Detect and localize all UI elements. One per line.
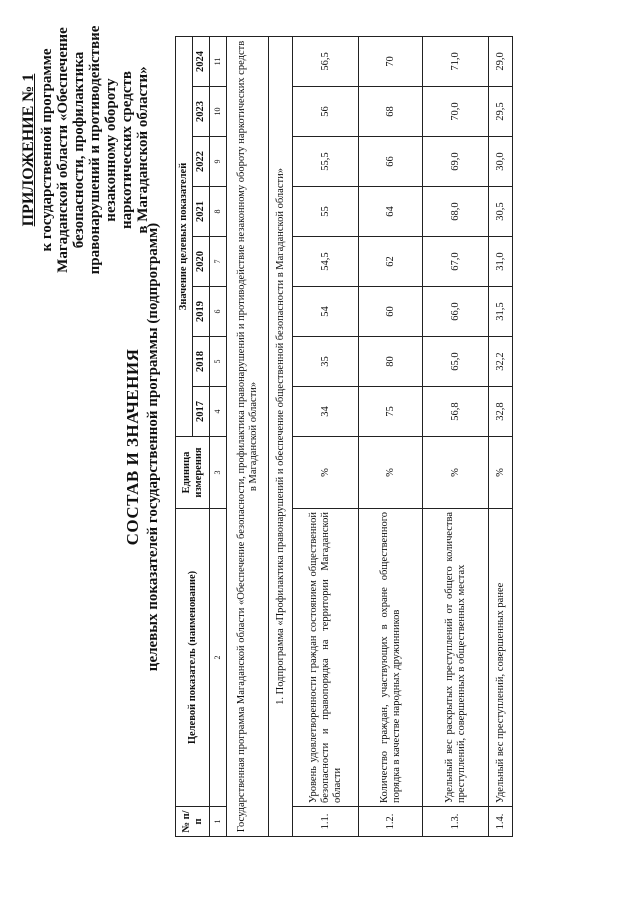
col-header-unit: Единица измерения xyxy=(176,437,210,509)
year-header: 2022 xyxy=(193,137,210,187)
value-cell: 69,0 xyxy=(423,137,489,187)
page-title: СОСТАВ И ЗНАЧЕНИЯ xyxy=(123,348,142,546)
value-cell: 31,5 xyxy=(489,287,513,337)
appendix-line: в Магаданской области» xyxy=(135,66,151,234)
indicator-name: Удельный вес преступлений, совершенных ранее xyxy=(489,509,513,807)
appendix-line: Магаданской области «Обеспечение xyxy=(55,27,71,273)
value-cell: 29,5 xyxy=(489,87,513,137)
value-cell: 70 xyxy=(359,36,423,86)
value-cell: 55,5 xyxy=(293,137,359,187)
column-number: 5 xyxy=(210,337,227,387)
unit-cell: % xyxy=(293,437,359,509)
value-cell: 30,5 xyxy=(489,187,513,237)
unit-cell: % xyxy=(359,437,423,509)
table-row xyxy=(423,36,489,836)
value-cell: 64 xyxy=(359,187,423,237)
value-cell: 34 xyxy=(293,387,359,437)
column-number: 10 xyxy=(210,87,227,137)
appendix-title: ПРИЛОЖЕНИЕ № 1 xyxy=(20,73,37,227)
subprogram-title: 1. Подпрограмма «Профилактика правонарушений и обеспечение общественной безопасности в Магаданской области» xyxy=(269,36,293,836)
col-header-name: Целевой показатель (наименование) xyxy=(176,509,210,807)
year-header: 2017 xyxy=(193,387,210,437)
appendix-line: к государственной программе xyxy=(39,48,55,252)
value-cell: 68 xyxy=(359,87,423,137)
column-number-row xyxy=(210,36,227,836)
value-cell: 30,0 xyxy=(489,137,513,187)
year-header: 2024 xyxy=(193,36,210,86)
column-number: 3 xyxy=(210,437,227,509)
table-row xyxy=(293,36,359,836)
program-title: Государственная программа Магаданской области «Обеспечение безопасности, профилактика правонарушений и противодействие незаконному обороту наркотических средств в Магаданской области» xyxy=(227,36,269,836)
row-number: 1.1. xyxy=(293,807,359,837)
value-cell: 54,5 xyxy=(293,237,359,287)
column-number: 8 xyxy=(210,187,227,237)
value-cell: 66 xyxy=(359,137,423,187)
value-cell: 35 xyxy=(293,337,359,387)
indicators-table xyxy=(175,36,513,837)
column-number: 11 xyxy=(210,36,227,86)
value-cell: 80 xyxy=(359,337,423,387)
column-number: 1 xyxy=(210,807,227,837)
value-cell: 60 xyxy=(359,287,423,337)
row-number: 1.4. xyxy=(489,807,513,837)
col-header-values: Значение целевых показателей xyxy=(176,36,193,436)
value-cell: 56 xyxy=(293,87,359,137)
column-number: 6 xyxy=(210,287,227,337)
year-header: 2020 xyxy=(193,237,210,287)
value-cell: 29,0 xyxy=(489,36,513,86)
row-number: 1.2. xyxy=(359,807,423,837)
value-cell: 70,0 xyxy=(423,87,489,137)
appendix-line: правонарушений и противодействие xyxy=(87,25,103,275)
appendix-line: безопасности, профилактика xyxy=(71,51,87,249)
unit-cell: % xyxy=(423,437,489,509)
value-cell: 68,0 xyxy=(423,187,489,237)
header-row xyxy=(176,36,193,836)
value-cell: 56,8 xyxy=(423,387,489,437)
appendix-line: незаконному обороту наркотических средств xyxy=(103,71,135,229)
column-number: 9 xyxy=(210,137,227,187)
year-header: 2019 xyxy=(193,287,210,337)
indicator-name: Уровень удовлетворенности граждан состоянием общественной безопасности и правопорядка на территории Магаданской области xyxy=(293,509,359,807)
value-cell: 32,2 xyxy=(489,337,513,387)
table-row xyxy=(489,36,513,836)
value-cell: 66,0 xyxy=(423,287,489,337)
year-header: 2018 xyxy=(193,337,210,387)
column-number: 4 xyxy=(210,387,227,437)
value-cell: 67,0 xyxy=(423,237,489,287)
value-cell: 31,0 xyxy=(489,237,513,287)
value-cell: 56,5 xyxy=(293,36,359,86)
column-number: 7 xyxy=(210,237,227,287)
value-cell: 55 xyxy=(293,187,359,237)
year-header: 2023 xyxy=(193,87,210,137)
row-number: 1.3. xyxy=(423,807,489,837)
unit-cell: % xyxy=(489,437,513,509)
table-row xyxy=(359,36,423,836)
value-cell: 32,8 xyxy=(489,387,513,437)
indicator-name: Удельный вес раскрытых преступлений от общего количества преступлений, совершенных в общественных местах xyxy=(423,509,489,807)
rotated-content xyxy=(15,17,625,877)
column-number: 2 xyxy=(210,509,227,807)
program-row xyxy=(227,36,269,836)
indicator-name: Количество граждан, участвующих в охране общественного порядка в качестве народных дружинников xyxy=(359,509,423,807)
value-cell: 54 xyxy=(293,287,359,337)
page-subtitle: целевых показателей государственной программы (подпрограмм) xyxy=(145,222,161,672)
col-header-no: № п/п xyxy=(176,807,210,837)
value-cell: 71,0 xyxy=(423,36,489,86)
subprogram-row xyxy=(269,36,293,836)
value-cell: 62 xyxy=(359,237,423,287)
year-header: 2021 xyxy=(193,187,210,237)
value-cell: 75 xyxy=(359,387,423,437)
value-cell: 65,0 xyxy=(423,337,489,387)
